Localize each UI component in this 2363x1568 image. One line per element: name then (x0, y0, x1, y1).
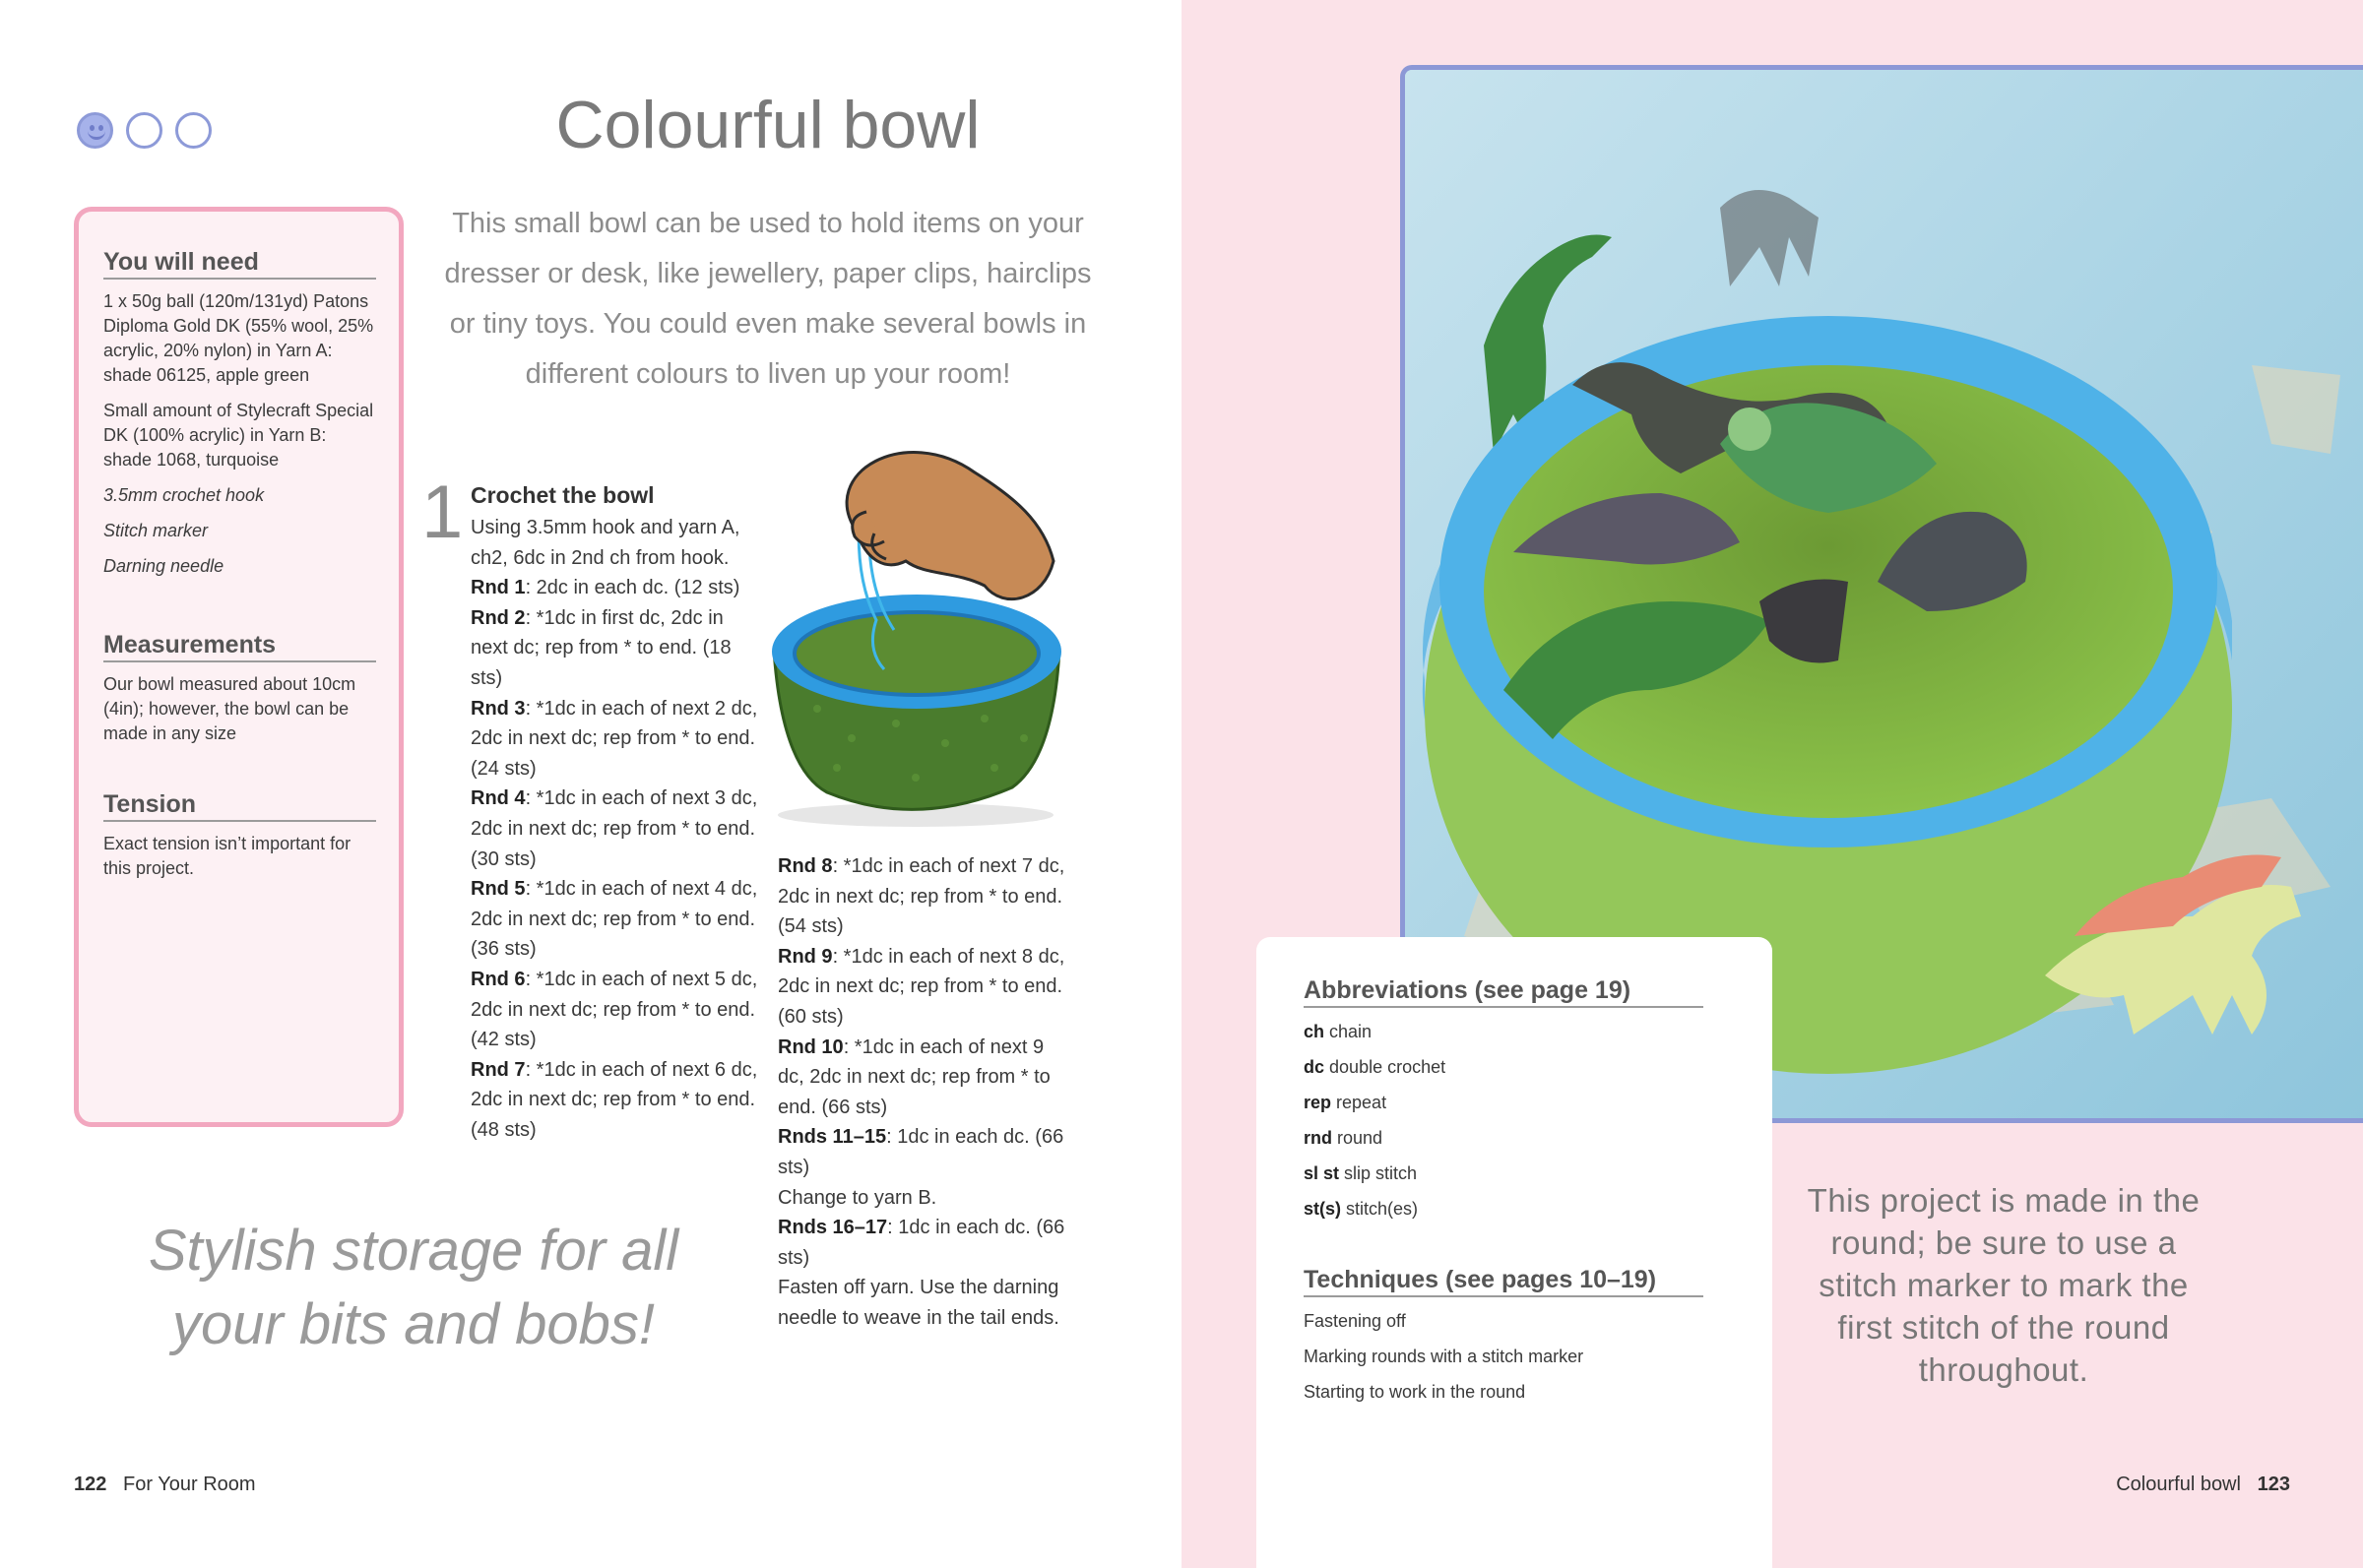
step-heading: Crochet the bowl (471, 482, 655, 508)
tip-text: This project is made in the round; be sure to use a stitch marker to mark the first stitch of the round throughout. (1807, 1182, 2201, 1388)
abbreviation-item: rep repeat (1304, 1093, 1387, 1112)
round-instruction: Rnds 11–15: 1dc in each dc. (66 sts) (778, 1126, 1064, 1178)
finish-text: Fasten off yarn. Use the darning needle to weave in the tail ends. (778, 1277, 1059, 1329)
round-instruction: Rnd 1: 2dc in each dc. (12 sts) (471, 577, 740, 599)
instructions-column-1 (471, 513, 766, 1145)
round-instruction: Rnds 16–17: 1dc in each dc. (66 sts) (778, 1217, 1065, 1269)
technique-item: Marking rounds with a stitch marker (1304, 1347, 1584, 1366)
instructions-column-2 (778, 851, 1073, 1334)
round-instruction: Rnd 8: *1dc in each of next 7 dc, 2dc in next dc; rep from * to end. (54 sts) (778, 855, 1065, 938)
round-instruction: Rnd 5: *1dc in each of next 4 dc, 2dc in next dc; rep from * to end. (36 sts) (471, 878, 758, 961)
step-number: 1 (421, 470, 464, 554)
abbreviations-heading: Abbreviations (see page 19) (1304, 976, 1703, 1008)
abbreviation-item: ch chain (1304, 1022, 1373, 1041)
technique-item: Starting to work in the round (1304, 1382, 1526, 1402)
difficulty-rating (77, 112, 212, 149)
material-item: Small amount of Stylecraft Special DK (100% acrylic) in Yarn B: shade 1068, turquoise (103, 401, 374, 470)
pull-quote: Stylish storage for all your bits and bobs! (148, 1219, 679, 1356)
abbreviation-item: st(s) stitch(es) (1304, 1199, 1419, 1219)
empty-difficulty-icon (175, 112, 212, 149)
intro-text: This small bowl can be used to hold items on your dresser or desk, like jewellery, paper clips, hairclips or tiny toys. You could even make several bowls in different colours to liven up your room! (444, 208, 1092, 390)
change-yarn-text: Change to yarn B. (778, 1186, 937, 1209)
section-name: For Your Room (123, 1474, 256, 1495)
left-footer (74, 1474, 256, 1496)
tension-text: Exact tension isn’t important for this project. (103, 834, 351, 878)
round-instruction: Rnd 2: *1dc in first dc, 2dc in next dc; rep from * to end. (18 sts) (471, 606, 732, 689)
material-item: 1 x 50g ball (120m/131yd) Patons Diploma Gold DK (55% wool, 25% acrylic, 20% nylon) in Yarn A: shade 06125, apple green (103, 291, 374, 385)
materials-box (74, 207, 404, 1127)
round-instruction: Rnd 3: *1dc in each of next 2 dc, 2dc in next dc; rep from * to end. (24 sts) (471, 697, 758, 780)
page-number: 123 (2257, 1474, 2290, 1495)
smiley-difficulty-icon (77, 112, 113, 149)
you-will-need-heading: You will need (103, 248, 376, 280)
tension-heading: Tension (103, 790, 376, 822)
step-intro: Using 3.5mm hook and yarn A, ch2, 6dc in 2nd ch from hook. (471, 517, 740, 569)
techniques-heading: Techniques (see pages 10–19) (1304, 1266, 1703, 1297)
abbreviation-item: rnd round (1304, 1128, 1383, 1148)
abbreviation-item: dc double crochet (1304, 1057, 1446, 1077)
material-item: 3.5mm crochet hook (103, 485, 265, 505)
abbreviation-item: sl st slip stitch (1304, 1163, 1418, 1183)
material-item: Darning needle (103, 556, 224, 576)
abbreviations-card (1256, 937, 1772, 1568)
material-item: Stitch marker (103, 521, 209, 540)
measurements-heading: Measurements (103, 631, 376, 662)
right-footer (2116, 1474, 2290, 1496)
technique-item: Fastening off (1304, 1311, 1406, 1331)
round-instruction: Rnd 4: *1dc in each of next 3 dc, 2dc in next dc; rep from * to end. (30 sts) (471, 787, 758, 870)
round-instruction: Rnd 10: *1dc in each of next 9 dc, 2dc in next dc; rep from * to end. (66 sts) (778, 1035, 1051, 1118)
round-instruction: Rnd 9: *1dc in each of next 8 dc, 2dc in next dc; rep from * to end. (60 sts) (778, 945, 1065, 1028)
running-title: Colourful bowl (2116, 1474, 2241, 1495)
bowl-illustration (758, 443, 1152, 837)
empty-difficulty-icon (126, 112, 162, 149)
page-title: Colourful bowl (555, 88, 981, 162)
round-instruction: Rnd 7: *1dc in each of next 6 dc, 2dc in next dc; rep from * to end. (48 sts) (471, 1058, 758, 1141)
measurements-text: Our bowl measured about 10cm (4in); however, the bowl can be made in any size (103, 674, 356, 743)
page-number: 122 (74, 1474, 107, 1495)
round-instruction: Rnd 6: *1dc in each of next 5 dc, 2dc in next dc; rep from * to end. (42 sts) (471, 968, 758, 1051)
